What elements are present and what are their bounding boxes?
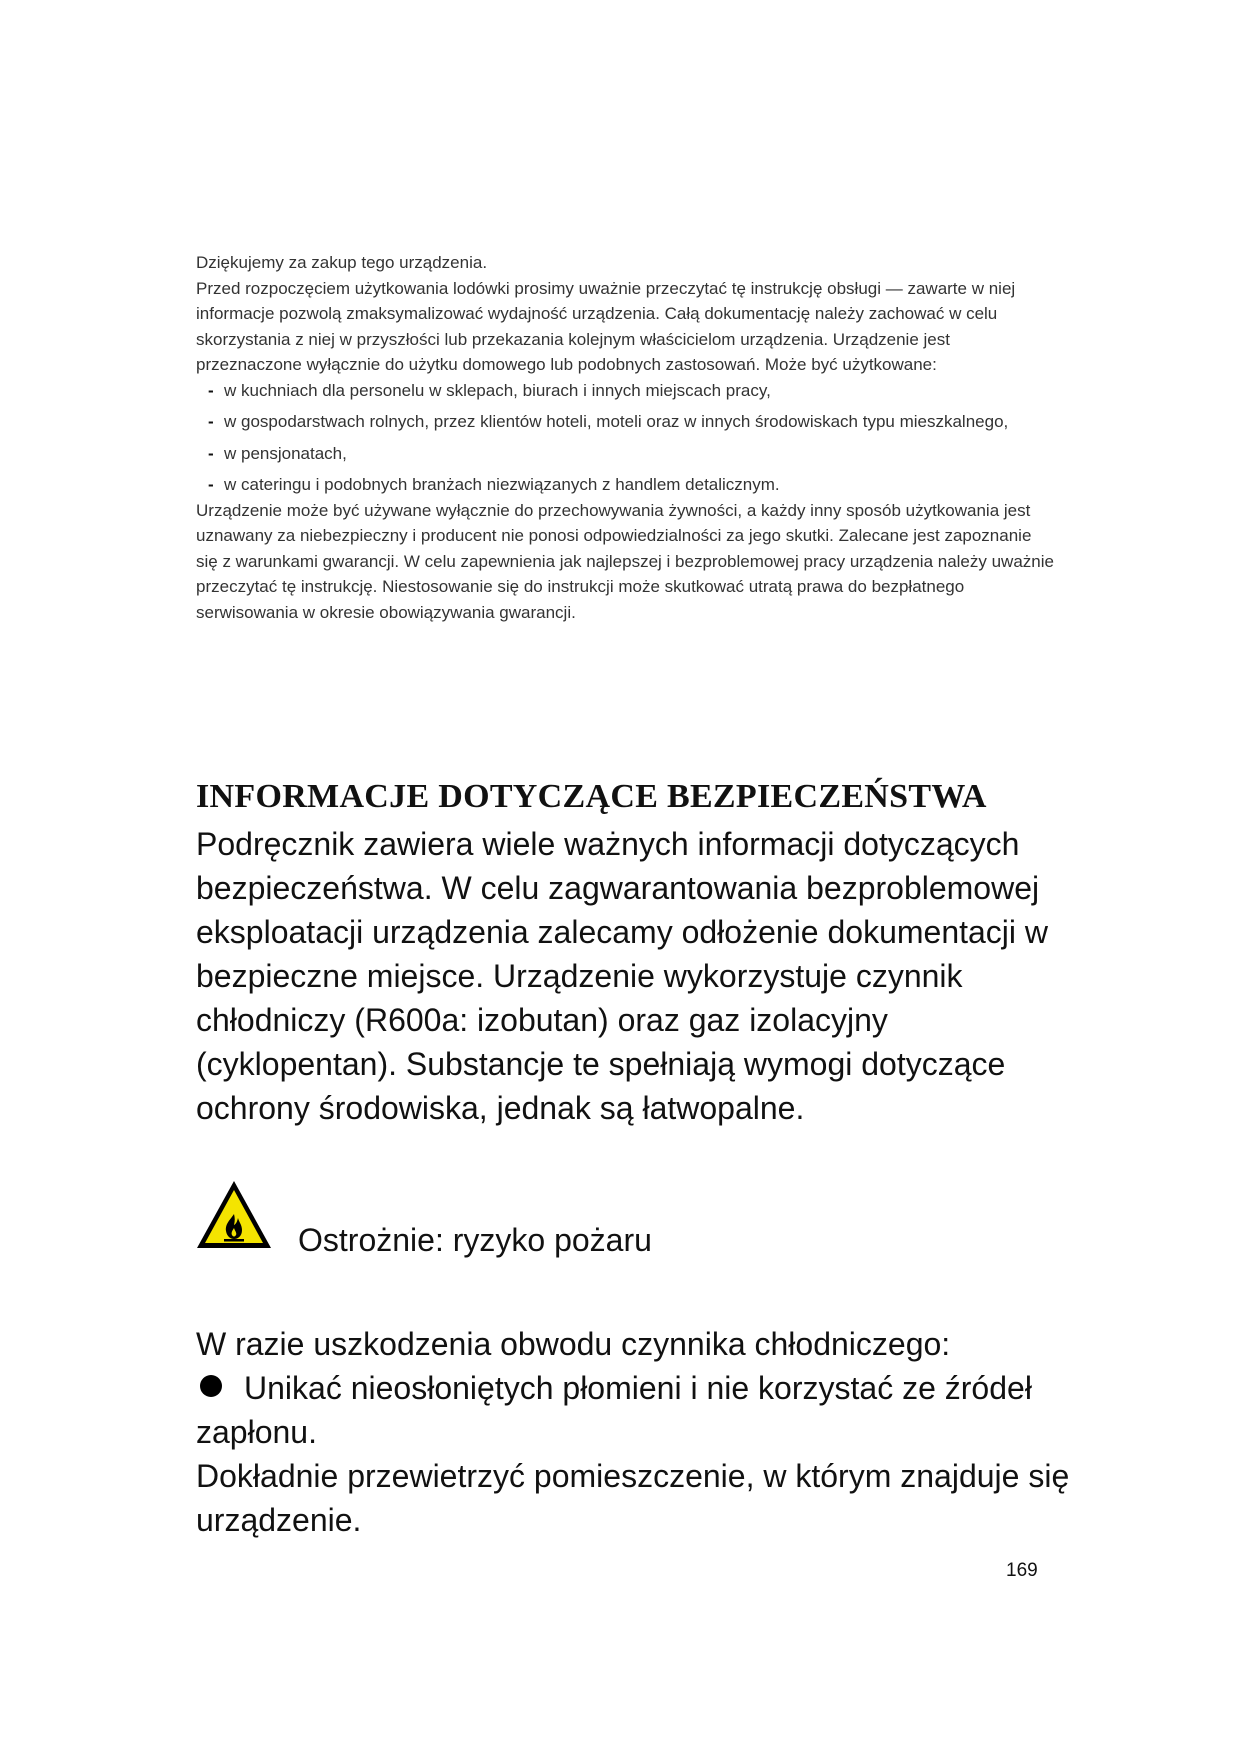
dash-bullet: - xyxy=(208,475,214,494)
damage-section xyxy=(196,1322,1076,1542)
safety-heading: INFORMACJE DOTYCZĄCE BEZPIECZEŃSTWA xyxy=(196,778,987,815)
dash-bullet: - xyxy=(208,443,214,463)
flammable-warning-icon xyxy=(194,1178,274,1252)
dash-bullet: - xyxy=(208,380,214,400)
list-item xyxy=(196,409,1056,435)
intro-closing: Urządzenie może być używane wyłącznie do przechowywania żywności, a każdy inny sposób użytkowania jest uznawany za niebezpieczny i producent nie ponosi odpowiedzialności za jego skutki. Zalecane jest zapoznanie się z warunkami gwarancji. W celu zapewnienia jak najlepszej i bezproblemowej pracy urządzenia należy uważnie przeczytać tę instrukcję. Niestosowanie się do instrukcji może skutkować utratą prawa do bezpłatnego serwisowania w okresie obowiązywania gwarancji. xyxy=(196,500,1054,622)
damage-intro: W razie uszkodzenia obwodu czynnika chłodniczego: xyxy=(196,1326,951,1362)
damage-followup: Dokładnie przewietrzyć pomieszczenie, w którym znajduje się urządzenie. xyxy=(196,1458,1070,1538)
list-item-text: w gospodarstwach rolnych, przez klientów hoteli, moteli oraz w innych środowiskach typu mieszkalnego, xyxy=(224,412,1009,431)
page-number: 169 xyxy=(1006,1560,1038,1581)
bullet-dot-icon xyxy=(200,1375,222,1397)
list-item-text: w cateringu i podobnych branżach niezwiązanych z handlem detalicznym. xyxy=(224,475,780,494)
list-item xyxy=(196,472,1056,498)
intro-section xyxy=(196,250,1056,625)
list-item xyxy=(196,378,1056,404)
usage-list xyxy=(196,378,1056,498)
list-item-text: Unikać nieosłoniętych płomieni i nie korzystać ze źródeł zapłonu. xyxy=(196,1370,1032,1450)
list-item xyxy=(196,1366,1076,1454)
dash-bullet: - xyxy=(208,412,214,431)
intro-thanks: Dziękujemy za zakup tego urządzenia. xyxy=(196,253,488,272)
intro-paragraph: Przed rozpoczęciem użytkowania lodówki prosimy uważnie przeczytać tę instrukcję obsługi — zawarte w niej informacje pozwolą zmaksymalizować wydajność urządzenia. Całą dokumentację należy zachować w celu skorzystania z niej w przyszłości lub przekazania kolejnym właścicielom urządzenia. Urządzenie jest przeznaczone wyłącznie do użytku domowego lub podobnych zastosowań. Może być użytkowane: xyxy=(196,278,1016,374)
list-item-text: w pensjonatach, xyxy=(224,443,347,463)
safety-body: Podręcznik zawiera wiele ważnych informacji dotyczących bezpieczeństwa. W celu zagwarantowania bezproblemowej eksploatacji urządzenia zalecamy odłożenie dokumentacji w bezpieczne miejsce. Urządzenie wykorzystuje czynnik chłodniczy (R600a: izobutan) oraz gaz izolacyjny (cyklopentan). Substancje te spełniają wymogi dotyczące ochrony środowiska, jednak są łatwopalne. xyxy=(196,826,1049,1126)
list-item-text: w kuchniach dla personelu w sklepach, biurach i innych miejscach pracy, xyxy=(224,380,771,400)
list-item xyxy=(196,441,1056,467)
warning-text: Ostrożnie: ryzyko pożaru xyxy=(298,1222,652,1258)
fire-warning xyxy=(194,1178,894,1258)
